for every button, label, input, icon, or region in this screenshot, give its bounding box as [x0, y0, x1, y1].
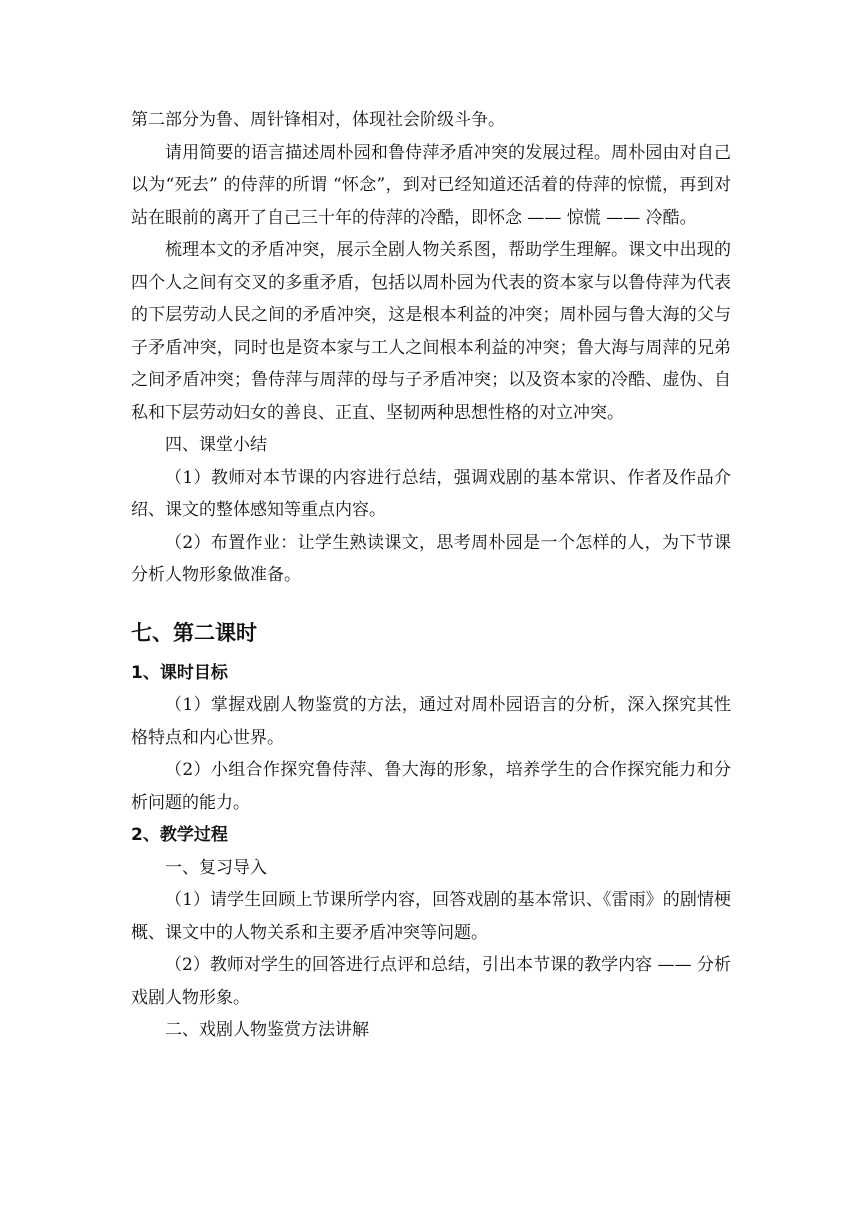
paragraph: （2）教师对学生的回答进行点评和总结，引出本节课的教学内容 —— 分析戏剧人物形象。 [131, 955, 731, 1008]
section-heading: 七、第二课时 [131, 620, 257, 645]
paragraph: （1）教师对本节课的内容进行总结，强调戏剧的基本常识、作者及作品介绍、课文的整体感知等重点内容。 [131, 467, 731, 520]
paragraph: （2）小组合作探究鲁侍萍、鲁大海的形象，培养学生的合作探究能力和分析问题的能力。 [131, 760, 731, 813]
paragraph: （2）布置作业：让学生熟读课文，思考周朴园是一个怎样的人，为下节课分析人物形象做准备。 [131, 532, 731, 585]
subsection-heading: 1、课时目标 [131, 662, 228, 683]
paragraph: （1）请学生回顾上节课所学内容，回答戏剧的基本常识、《雷雨》的剧情梗概、课文中的人物关系和主要矛盾冲突等问题。 [131, 890, 731, 943]
paragraph: 二、戏剧人物鉴赏方法讲解 [165, 1020, 369, 1040]
subsection-heading: 2、教学过程 [131, 825, 228, 845]
paragraph: 四、课堂小结 [165, 435, 267, 455]
paragraph: 一、复习导入 [165, 857, 267, 878]
paragraph: 请用简要的语言描述周朴园和鲁侍萍矛盾冲突的发展过程。周朴园由对自己以为“死去” 的侍萍的所谓 “怀念”，到对已经知道还活着的侍萍的惊慌，再到对站在眼前的离开了自己三十年的侍萍的冷酷，即怀念 —— 惊慌 —— 冷酷。 [131, 142, 731, 228]
paragraph: （1）掌握戏剧人物鉴赏的方法，通过对周朴园语言的分析，深入探究其性格特点和内心世界。 [131, 695, 731, 748]
document-body [131, 104, 731, 1047]
paragraph: 梳理本文的矛盾冲突，展示全剧人物关系图，帮助学生理解。课文中出现的四个人之间有交叉的多重矛盾，包括以周朴园为代表的资本家与以鲁侍萍为代表的下层劳动人民之间的矛盾冲突，这是根本利益的冲突；周朴园与鲁大海的父与子矛盾冲突，同时也是资本家与工人之间根本利益的冲突；鲁大海与周萍的兄弟之间矛盾冲突；鲁侍萍与周萍的母与子矛盾冲突；以及资本家的冷酷、虚伪、自私和下层劳动妇女的善良、正直、坚韧两种思想性格的对立冲突。 [131, 240, 731, 423]
paragraph: 第二部分为鲁、周针锋相对，体现社会阶级斗争。 [131, 110, 505, 130]
